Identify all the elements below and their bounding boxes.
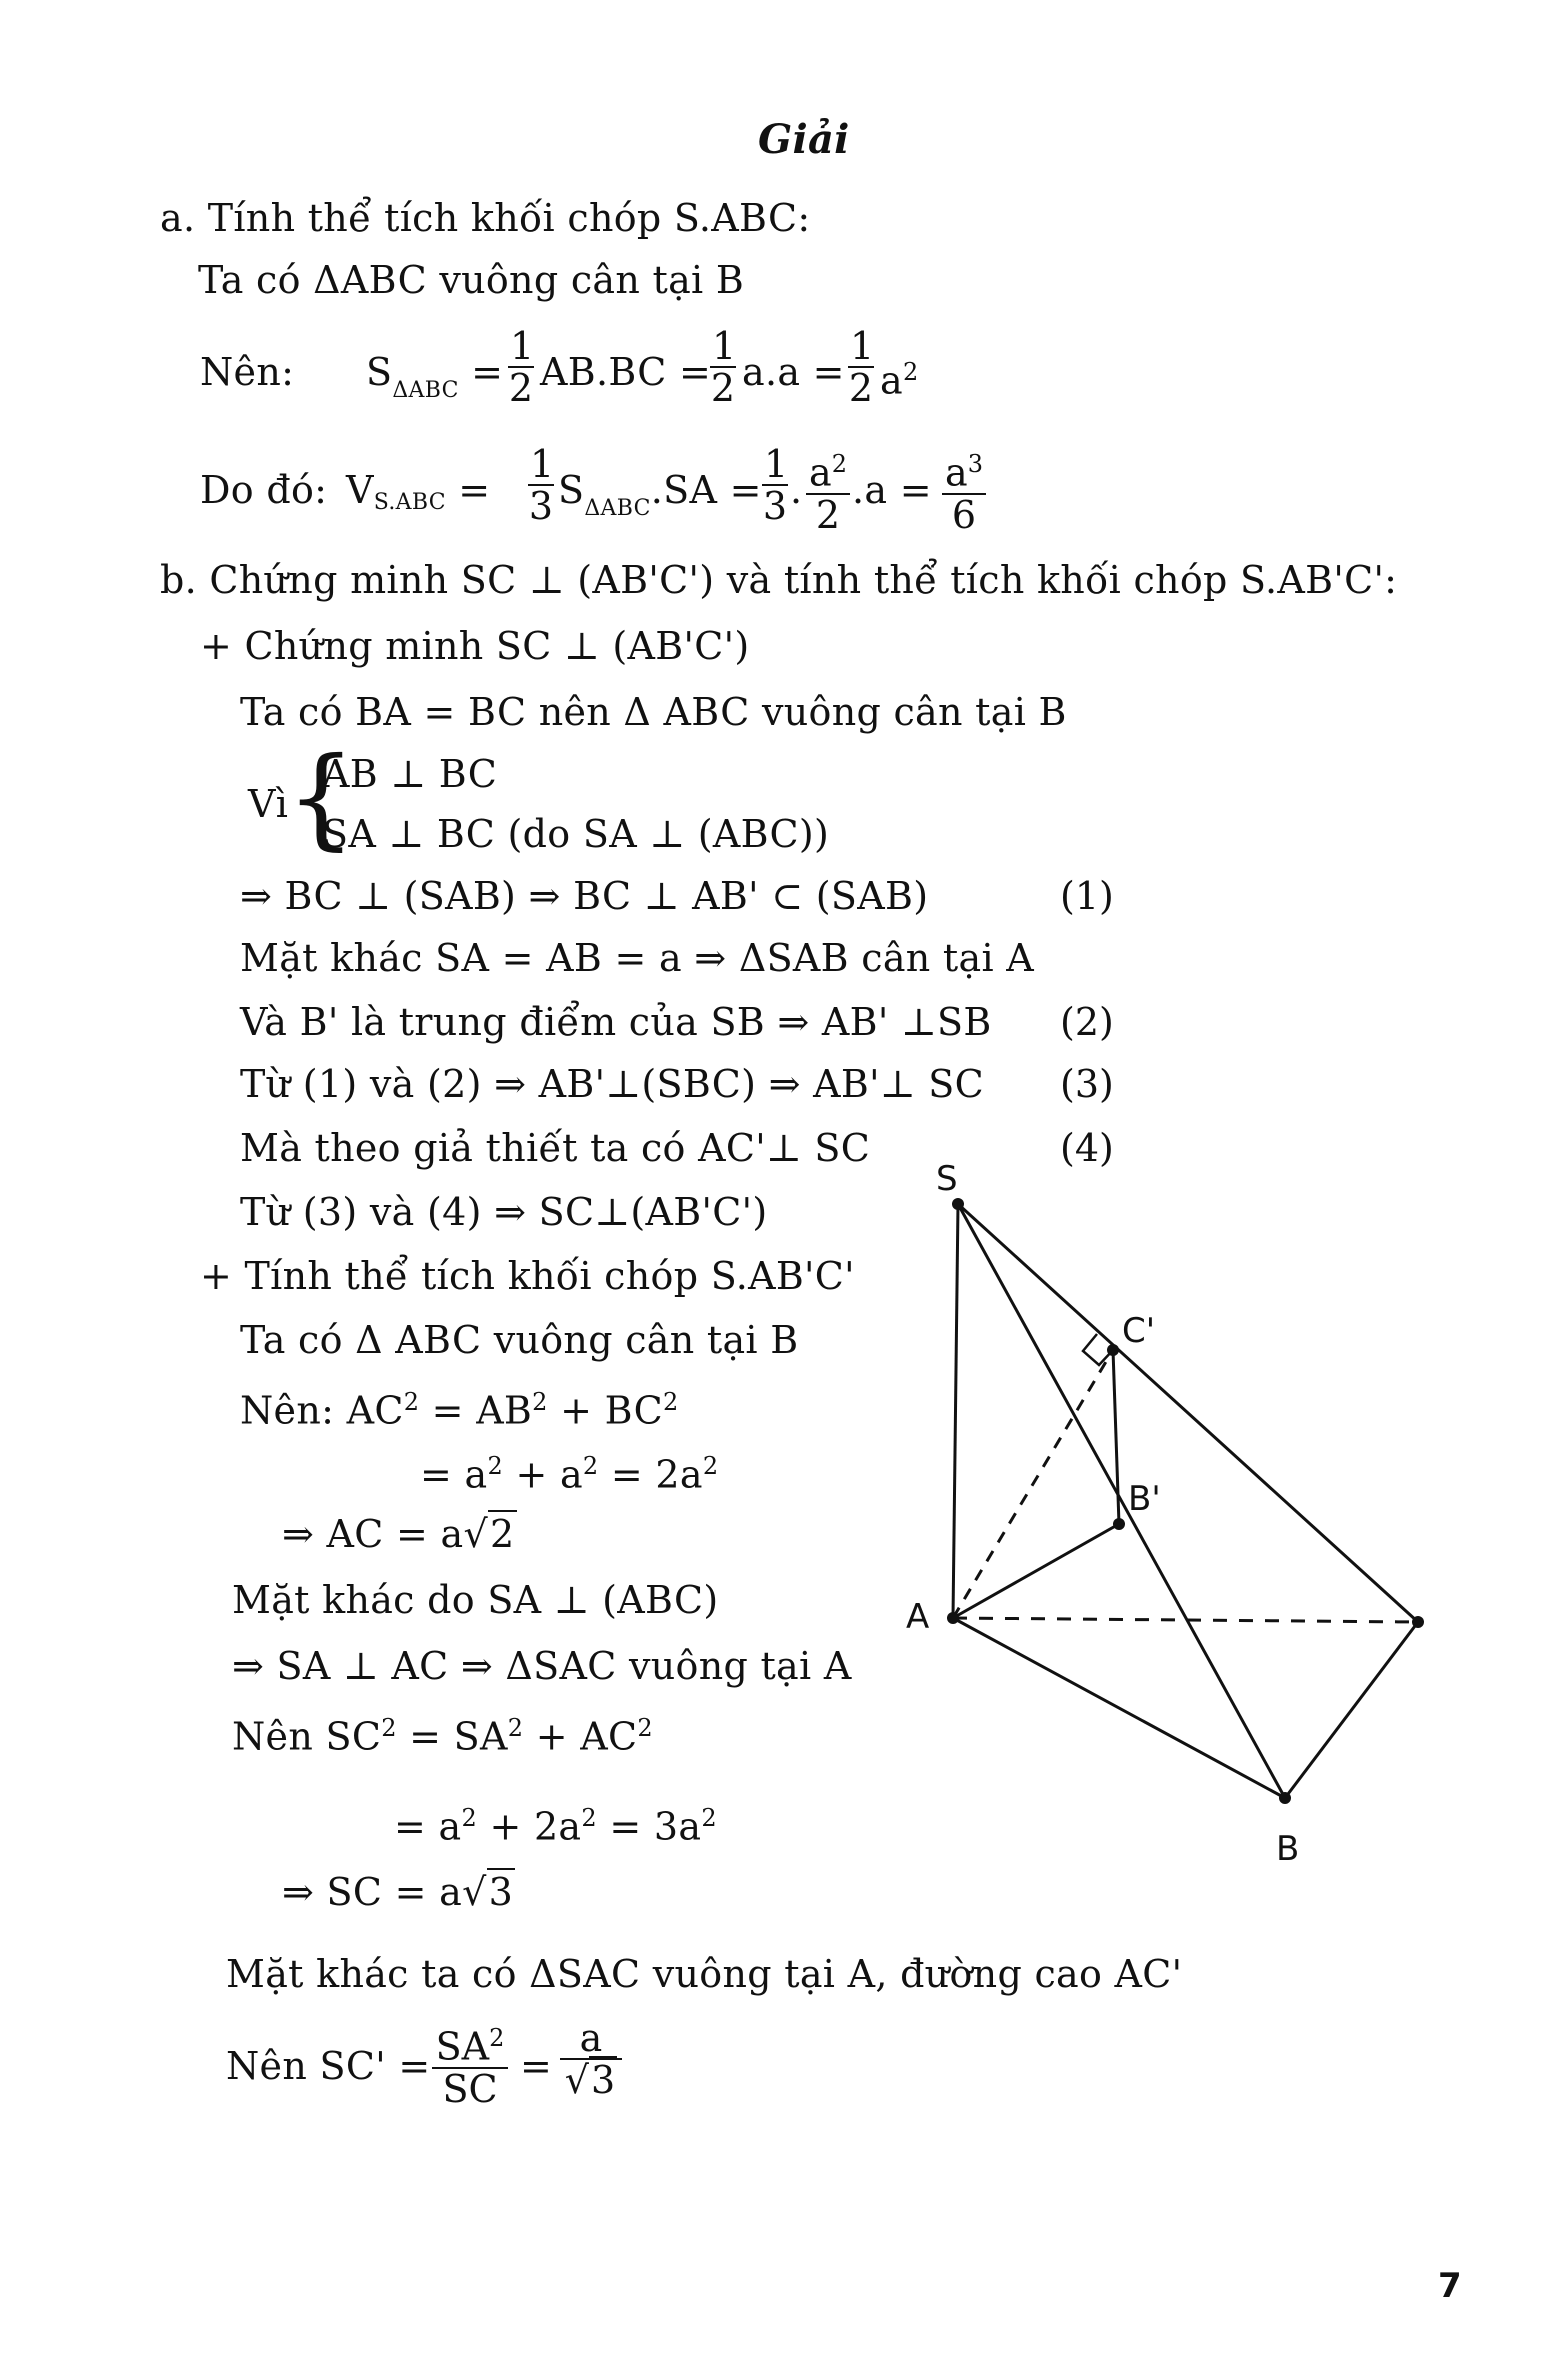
area-label: Nên: (200, 350, 295, 394)
segment-ac1-hidden (953, 1350, 1113, 1618)
solution-title: Giải (758, 116, 850, 163)
part-b-line18: Nên SC' = (226, 2044, 431, 2088)
part-b-line8: Ta có Δ ABC vuông cân tại B (240, 1318, 799, 1362)
part-b-line12: Mặt khác do SA ⊥ (ABC) (232, 1578, 719, 1622)
eq-number-3: (3) (1060, 1062, 1114, 1106)
point-b1 (1113, 1518, 1125, 1530)
volume-dot: . (790, 468, 803, 512)
area-a-sq: $a^2$ (880, 358, 919, 403)
label-s: S (936, 1160, 958, 1199)
eq-number-2: (2) (1060, 1000, 1114, 1044)
part-b-line4: Và B' là trung điểm của SB ⇒ AB' ⊥SB (240, 1000, 992, 1044)
part-b-line17: Mặt khác ta có ΔSAC vuông tại A, đường cao AC' (226, 1952, 1183, 1996)
part-b-line6: Mà theo giả thiết ta có AC'⊥ SC (240, 1126, 871, 1170)
label-c-prime: C' (1122, 1311, 1156, 1351)
label-b-prime: B' (1128, 1479, 1161, 1519)
part-b-line14: Nên $SC^2 = SA^2 + AC^2$ (232, 1714, 653, 1759)
frac-third-1: $\frac{1}{3}$ (528, 442, 555, 528)
frac-sa2-over-sc: $\frac{SA^2}{SC}$ (432, 2018, 508, 2109)
part-b-line13: ⇒ SA ⊥ AC ⇒ ΔSAC vuông tại A (232, 1644, 852, 1688)
part-b-sub1: + Chứng minh SC ⊥ (AB'C') (200, 624, 750, 668)
area-ab-bc: AB.BC = (540, 350, 712, 394)
part-a-heading: a. Tính thể tích khối chóp S.ABC: (160, 196, 811, 240)
point-c (1412, 1616, 1424, 1628)
part-b-line7: Từ (3) và (4) ⇒ SC⊥(AB'C') (240, 1190, 768, 1234)
volume-label: Do đó: (200, 468, 328, 512)
frac-a3-over-6: $\frac{a^3}{6}$ (942, 444, 986, 535)
part-b-heading: b. Chứng minh SC ⊥ (AB'C') và tính thể tích khối chóp S.AB'C': (160, 558, 1398, 602)
edge-sa (953, 1204, 958, 1618)
system-brace: { (286, 733, 356, 861)
page-number: 7 (1438, 2266, 1462, 2306)
pyramid-figure (880, 1160, 1440, 1880)
frac-half-1: $\frac{1}{2}$ (508, 324, 535, 410)
eq-number-4: (4) (1060, 1126, 1114, 1170)
frac-half-2: $\frac{1}{2}$ (710, 324, 737, 410)
point-c1 (1107, 1344, 1119, 1356)
segment-c1b1 (1113, 1350, 1119, 1524)
part-b-line11: ⇒ AC = a√2 (282, 1512, 515, 1556)
edge-bc (1285, 1622, 1418, 1798)
frac-a2-over-2: $\frac{a^2}{2}$ (806, 444, 850, 535)
frac-eq: = (520, 2044, 553, 2088)
frac-a-over-sqrt3: $\frac{a}{√3}$ (560, 2018, 622, 2100)
volume-dot-a: .a = (852, 468, 932, 512)
system-line1: AB ⊥ BC (322, 752, 498, 796)
segment-ab1 (953, 1524, 1119, 1618)
part-b-line1: Ta có BA = BC nên Δ ABC vuông cân tại B (240, 690, 1067, 734)
system-line2: SA ⊥ BC (do SA ⊥ (ABC)) (322, 812, 830, 856)
vi-label: Vì (248, 782, 289, 826)
frac-third-2: $\frac{1}{3}$ (762, 442, 789, 528)
part-b-line5: Từ (1) và (2) ⇒ AB'⊥(SBC) ⇒ AB'⊥ SC (240, 1062, 985, 1106)
part-b-sub2: + Tính thể tích khối chóp S.AB'C' (200, 1254, 855, 1298)
edge-sc (958, 1204, 1418, 1622)
volume-v: VS.ABC = (346, 468, 491, 515)
point-b (1279, 1792, 1291, 1804)
part-b-line16: ⇒ SC = a√3 (282, 1870, 514, 1914)
point-s (952, 1198, 964, 1210)
label-a: A (906, 1597, 930, 1637)
volume-s-sa: $S_{\Delta ABC}.SA$ = (558, 468, 762, 521)
area-s: $S_{\Delta ABC}$ = (366, 350, 504, 403)
point-a (947, 1612, 959, 1624)
part-b-line3: Mặt khác SA = AB = a ⇒ ΔSAB cân tại A (240, 936, 1035, 980)
part-a-line1: Ta có ΔABC vuông cân tại B (198, 258, 745, 302)
part-b-line2: ⇒ BC ⊥ (SAB) ⇒ BC ⊥ AB' ⊂ (SAB) (240, 874, 929, 918)
eq-number-1: (1) (1060, 874, 1114, 918)
part-b-line15: = $a^2 + 2a^2 = 3a^2$ (394, 1804, 717, 1849)
area-a-a: a.a = (742, 350, 845, 394)
frac-half-3: $\frac{1}{2}$ (848, 324, 875, 410)
part-b-line10: = $a^2 + a^2 = 2a^2$ (420, 1452, 719, 1497)
label-b: B (1276, 1829, 1300, 1869)
part-b-line9: Nên: $AC^2 = AB^2 + BC^2$ (240, 1388, 679, 1433)
